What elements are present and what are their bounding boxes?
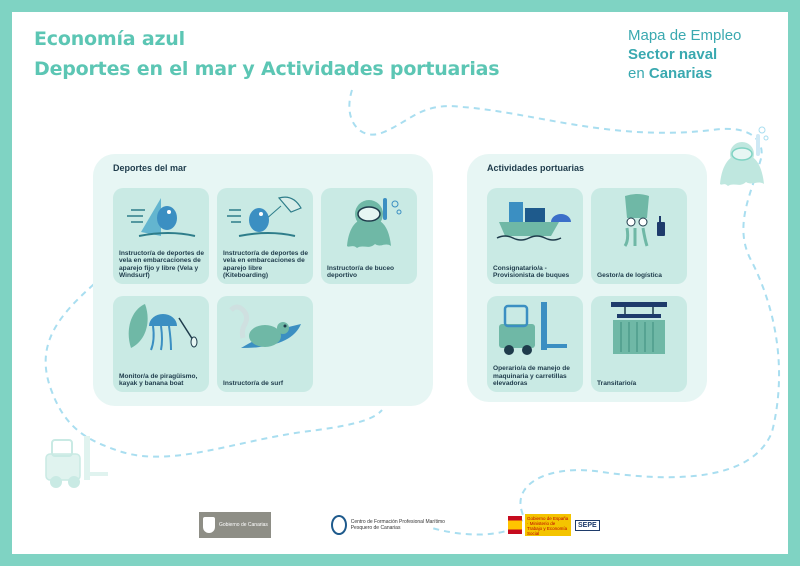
card-label: Monitor/a de piragüismo, kayak y banana boat (119, 372, 198, 388)
kitesurf-dolphin-icon (225, 192, 305, 242)
card-kayak-monitor[interactable] (113, 296, 209, 392)
logo3-text: Gobierno de España · Ministerio de Trabajo y Economía Social (525, 514, 571, 536)
card-label: Transitario/a (597, 380, 637, 388)
card-label: Gestor/a de logística (597, 272, 662, 280)
card-label: Instructor/a de deportes de vela en embarcaciones de aparejo fijo y libre (Vela y Windsurf) (119, 249, 205, 280)
brand-line3-bold: Canarias (648, 65, 713, 82)
page-title-line2: Deportes en el mar y Actividades portuarias (34, 58, 500, 80)
spain-flag-icon (508, 516, 522, 534)
logo-cifp-maritimo (331, 512, 457, 538)
port-panel (467, 154, 707, 402)
kayak-jellyfish-icon (121, 300, 201, 356)
windsurf-dolphin-icon (121, 192, 201, 242)
logo-gobierno-espana-sepe (508, 512, 600, 538)
card-label: Consignatario/a - Provisionista de buques (493, 264, 570, 280)
card-surf-instructor[interactable] (217, 296, 313, 392)
brand-line3 (628, 64, 758, 83)
seal-icon (331, 515, 347, 535)
infographic-page (12, 12, 788, 554)
forklift-icon (495, 300, 575, 356)
diver-octopus-decoration-icon (712, 124, 772, 192)
forklift-decoration-icon (42, 432, 112, 492)
diving-octopus-icon (329, 192, 409, 248)
brand-line1: Mapa de Empleo (628, 27, 742, 44)
brand-line3-prefix: en (628, 65, 649, 82)
logo3-sepe: SEPE (575, 520, 600, 531)
card-logistics-manager[interactable] (591, 188, 687, 284)
card-freight-forwarder[interactable] (591, 296, 687, 392)
port-panel-title: Actividades portuarias (487, 163, 585, 173)
sports-panel-title: Deportes del mar (113, 163, 187, 173)
page-title-line1: Economía azul (34, 28, 185, 50)
container-crane-icon (599, 300, 679, 356)
card-kitesurf-instructor[interactable] (217, 188, 313, 284)
surf-turtle-icon (225, 300, 305, 356)
squid-radio-icon (599, 192, 679, 248)
card-label: Instructor/a de deportes de vela en embarcaciones de aparejo libre (Kiteboarding) (223, 249, 309, 280)
card-forklift-operator[interactable] (487, 296, 583, 392)
sports-panel (93, 154, 433, 406)
logo2-text: Centro de Formación Profesional Marítimo Pesquero de Canarias (350, 519, 445, 531)
cargo-ship-icon (495, 192, 575, 248)
card-windsurf-instructor[interactable] (113, 188, 209, 284)
logo-gobierno-canarias (199, 512, 271, 538)
logo1-text: Gobierno de Canarias (219, 522, 268, 528)
brand-line2: Sector naval (628, 46, 718, 63)
card-label: Instructor/a de buceo deportivo (327, 264, 395, 280)
card-diving-instructor[interactable] (321, 188, 417, 284)
card-ship-consignee[interactable] (487, 188, 583, 284)
card-label: Instructor/a de surf (223, 380, 284, 388)
card-label: Operario/a de manejo de maquinaria y carretillas elevadoras (493, 365, 570, 388)
coat-of-arms-icon (203, 517, 215, 533)
brand-block (628, 26, 758, 83)
